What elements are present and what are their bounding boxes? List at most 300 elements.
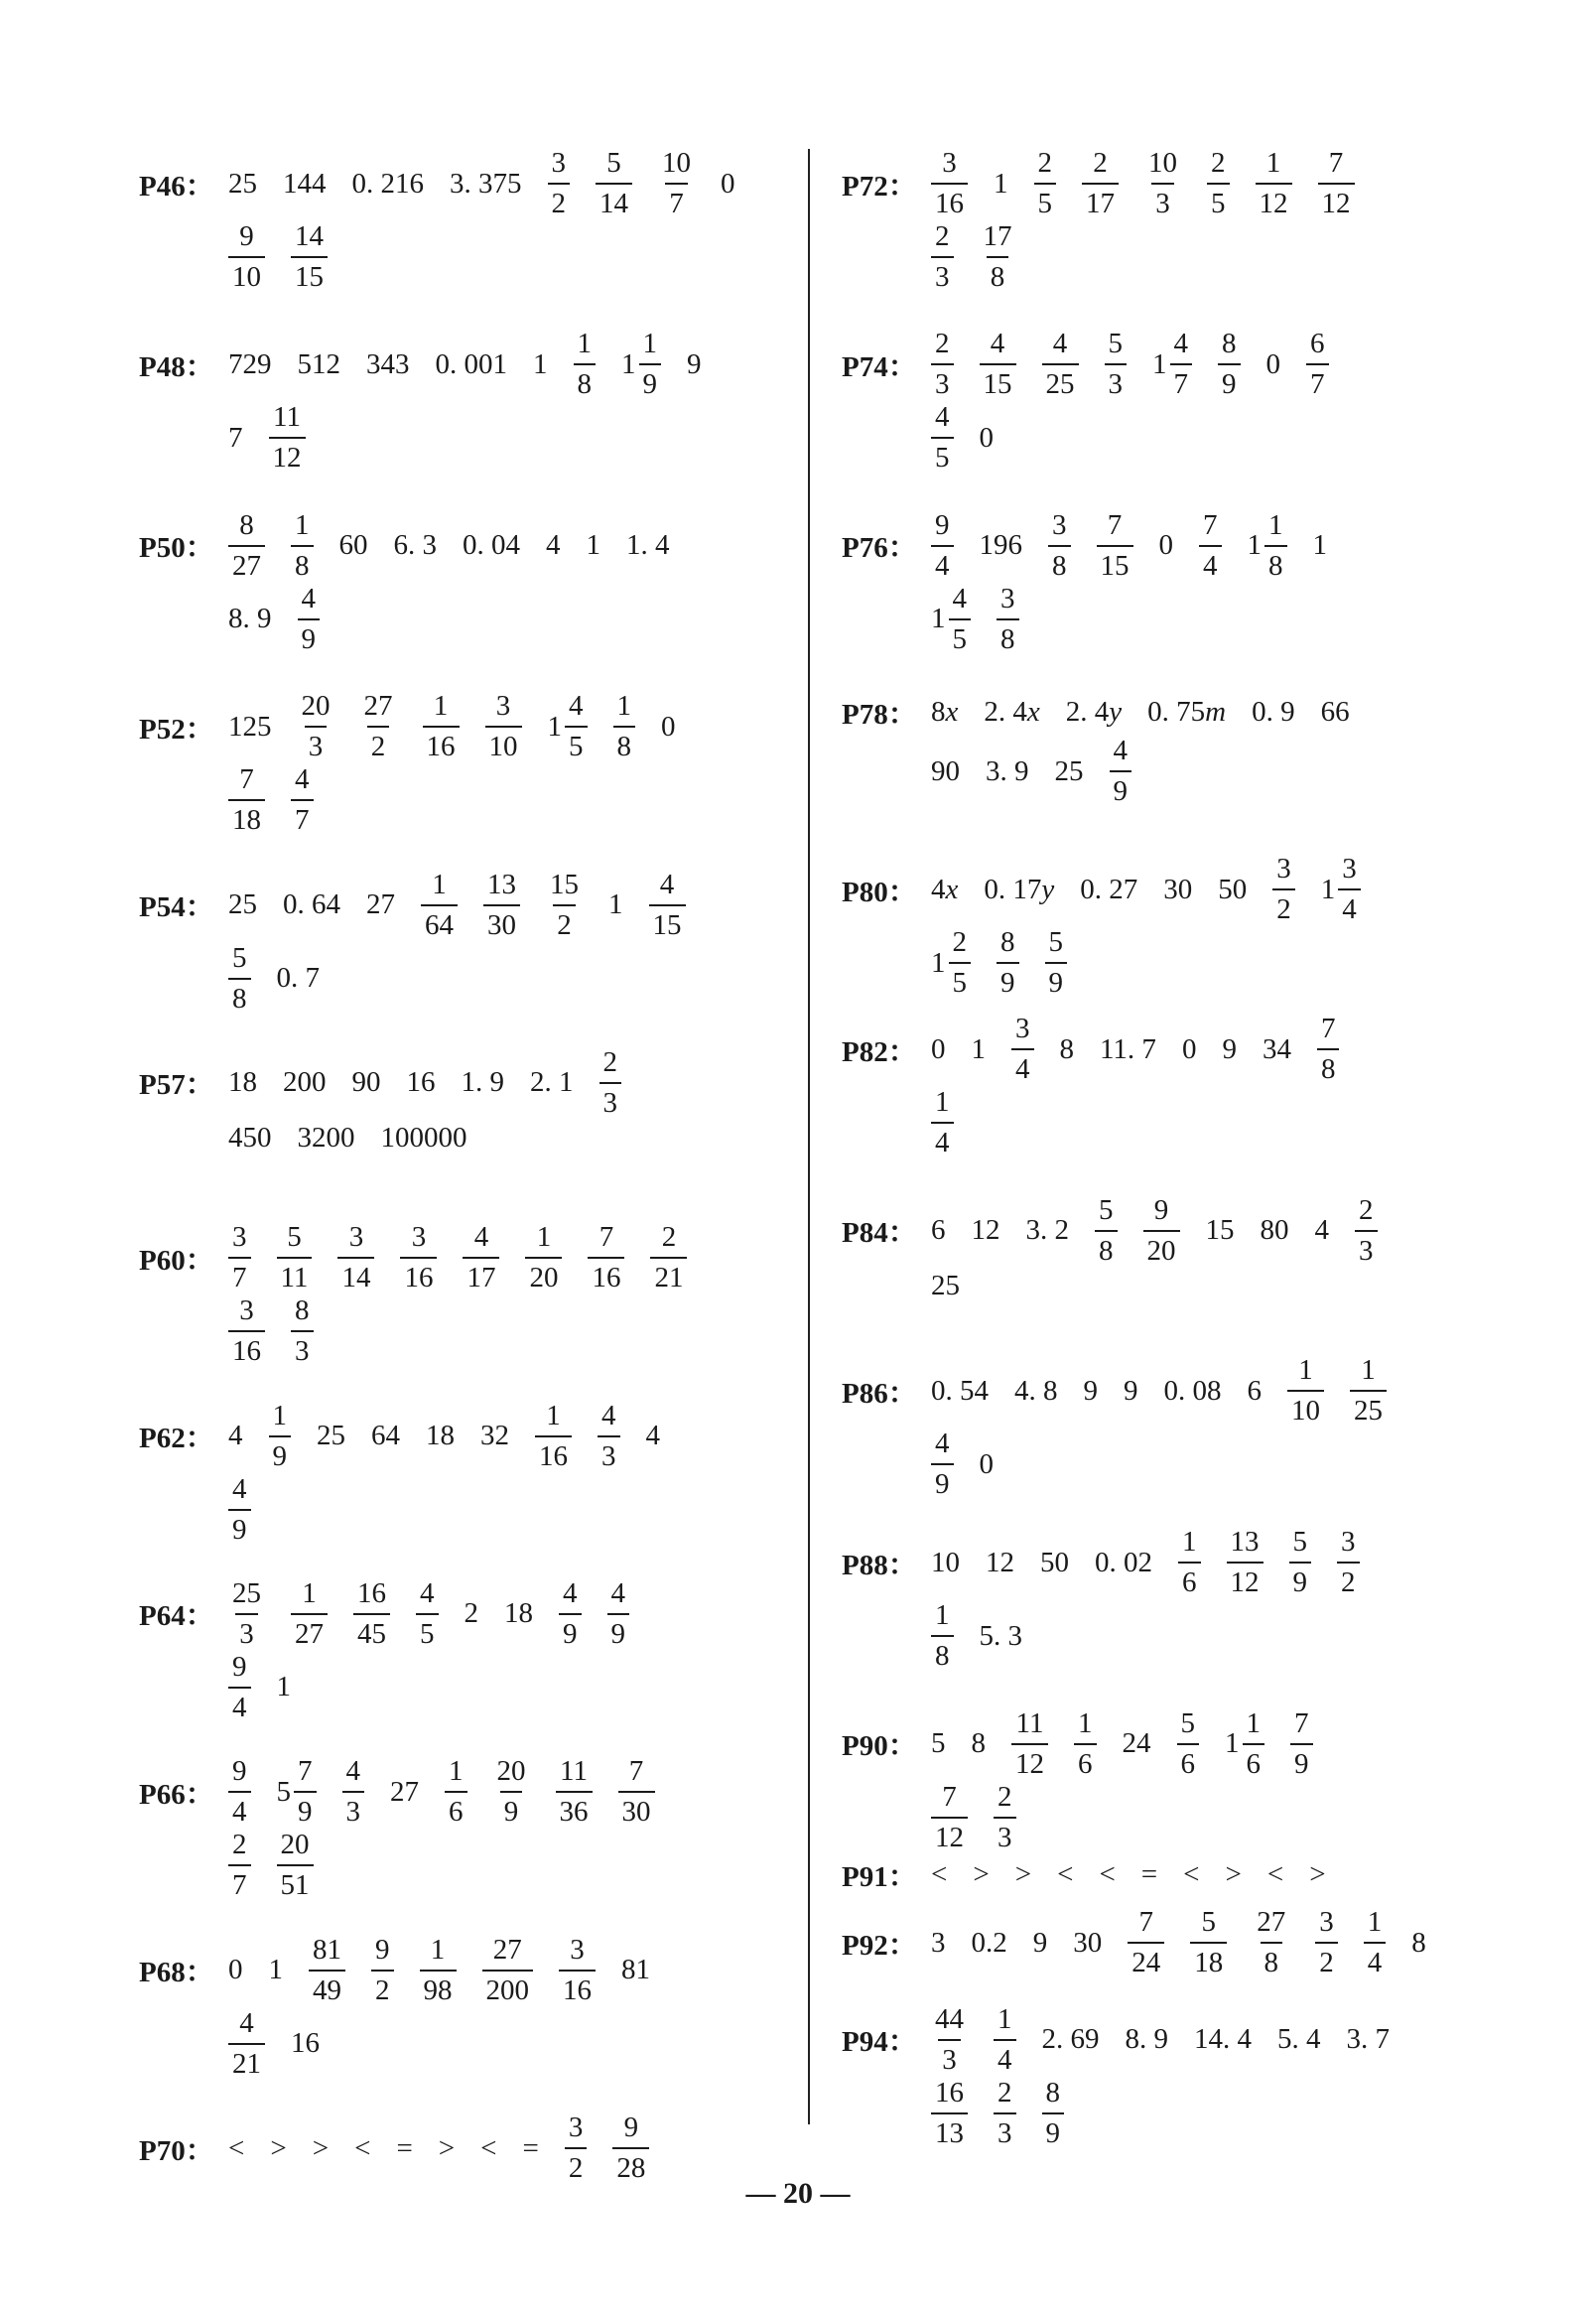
fraction	[980, 222, 1016, 292]
answer-items	[228, 1933, 676, 2006]
denominator: 6	[1243, 1743, 1265, 1779]
fraction	[228, 941, 251, 1015]
answer-item	[463, 1223, 499, 1293]
answer-item: 50	[1040, 1546, 1069, 1578]
denominator: 3	[599, 1082, 622, 1118]
answer-items	[931, 2076, 1090, 2149]
answer-item: 32	[480, 1420, 509, 1452]
fraction	[1143, 1193, 1180, 1267]
fraction	[931, 330, 954, 399]
numerator: 2	[935, 328, 950, 360]
answer-item: 729	[228, 347, 272, 380]
answer-item: 8 x	[931, 696, 959, 729]
numerator: 7	[1320, 1013, 1336, 1045]
fraction	[994, 2076, 1016, 2149]
answer-line	[139, 403, 728, 473]
answer-item	[1105, 330, 1128, 399]
denominator: 9	[294, 1791, 317, 1827]
fraction	[228, 1472, 251, 1546]
denominator: 12	[1256, 183, 1292, 218]
fraction	[658, 149, 695, 218]
answer-item	[483, 868, 520, 941]
answer-item: <	[354, 2131, 371, 2164]
numerator: 9	[935, 508, 950, 541]
answer-line	[139, 582, 696, 655]
numerator: 4	[935, 1428, 950, 1459]
denominator: 7	[1306, 363, 1329, 399]
answer-entry-p50	[139, 508, 696, 655]
denominator: 4	[1011, 1048, 1034, 1084]
numerator: 4	[935, 401, 950, 434]
answer-item	[277, 1223, 313, 1293]
fraction	[228, 508, 265, 582]
numerator: 13	[1230, 1526, 1260, 1559]
answer-items	[931, 928, 1093, 998]
numerator: 2	[998, 2076, 1012, 2109]
fraction	[294, 1757, 317, 1827]
denominator: 20	[525, 1257, 562, 1293]
answer-items	[228, 582, 345, 655]
answer-entry-p90	[842, 1706, 1339, 1853]
denominator: 9	[639, 363, 662, 399]
fraction	[949, 582, 972, 655]
problem-label: P92：	[842, 1929, 917, 1962]
numerator: 8	[1045, 2076, 1060, 2109]
answer-line	[842, 1088, 1365, 1157]
denominator: 8	[1048, 545, 1071, 581]
fraction	[1256, 149, 1292, 218]
answer-item	[228, 765, 265, 835]
denominator: 8	[987, 256, 1009, 292]
answer-items	[931, 855, 1387, 924]
fraction	[228, 222, 265, 292]
answer-item	[228, 1576, 265, 1650]
answer-items	[228, 2006, 345, 2080]
answer-items	[228, 1122, 493, 1155]
answer-item	[618, 1757, 655, 1827]
answer-items	[931, 1780, 1042, 1853]
answer-item: 3. 9	[986, 754, 1029, 787]
answer-line	[842, 1854, 1352, 1895]
answer-entry-p74	[842, 330, 1355, 473]
denominator: 2	[1337, 1562, 1360, 1597]
problem-label: P94：	[842, 2026, 917, 2059]
answer-line	[139, 2113, 675, 2183]
fraction	[1317, 1015, 1340, 1084]
fraction	[291, 1576, 328, 1650]
answer-entry-p57	[139, 1045, 647, 1155]
answer-items	[228, 508, 696, 582]
numerator: 4	[232, 1472, 247, 1505]
fraction	[416, 1576, 439, 1650]
fraction	[1034, 149, 1057, 218]
answer-items	[228, 2113, 675, 2183]
answer-item	[546, 868, 583, 941]
numerator: 4	[659, 868, 675, 900]
answer-item: 90	[931, 754, 960, 787]
answer-item: 7	[228, 421, 243, 454]
denominator: 3	[235, 1613, 258, 1649]
answer-entry-p78	[842, 692, 1376, 806]
fraction	[618, 1757, 655, 1827]
fraction	[997, 582, 1019, 655]
answer-item: 0. 64	[283, 888, 340, 921]
answer-item	[228, 1472, 251, 1546]
answer-items	[228, 149, 761, 218]
numerator: 1	[1182, 1526, 1197, 1559]
answer-item	[482, 1933, 534, 2006]
fraction	[599, 1045, 622, 1119]
answer-item	[1074, 1706, 1097, 1780]
problem-label: P76：	[842, 532, 917, 565]
fraction	[423, 692, 460, 761]
answer-line	[139, 330, 728, 399]
answer-item	[621, 330, 661, 399]
whole-part: 1	[931, 946, 946, 979]
numerator: 1	[546, 1399, 561, 1431]
answer-item	[277, 1831, 314, 1900]
answer-item	[228, 508, 265, 582]
denominator: 200	[482, 1970, 534, 2005]
denominator: 5	[416, 1613, 439, 1649]
answer-item: 25	[1054, 754, 1084, 787]
denominator: 3	[931, 363, 954, 399]
answer-item	[423, 692, 460, 761]
answer-line	[842, 1706, 1339, 1780]
numerator: 3	[239, 1294, 254, 1327]
numerator: 3	[1000, 582, 1015, 614]
fraction	[931, 1088, 954, 1157]
answer-item: 1	[1312, 529, 1327, 562]
fraction	[1011, 1015, 1034, 1084]
answer-item	[1045, 928, 1068, 998]
denominator: 7	[665, 183, 688, 218]
problem-label: P74：	[842, 350, 917, 383]
numerator: 4	[345, 1755, 360, 1788]
answer-items	[228, 765, 339, 835]
answer-item: 8. 9	[1125, 2023, 1168, 2056]
answer-line	[842, 1193, 1403, 1267]
fraction	[613, 692, 636, 761]
answer-item: 27	[366, 888, 395, 921]
answer-entry-p66	[139, 1757, 681, 1900]
denominator: 5	[1034, 183, 1057, 218]
numerator: 1	[432, 868, 447, 900]
answer-item	[1337, 1528, 1360, 1597]
answer-item: 0	[931, 1032, 946, 1065]
answer-items	[931, 1908, 1452, 1977]
denominator: 11	[277, 1257, 313, 1293]
problem-label: P46：	[139, 170, 214, 203]
answer-item	[559, 1933, 596, 2006]
answer-line	[842, 1908, 1452, 1977]
answer-item: 2	[464, 1597, 478, 1630]
numerator: 4	[990, 328, 1005, 360]
denominator: 2	[367, 726, 390, 761]
fraction	[1042, 330, 1079, 399]
answer-items	[931, 1356, 1412, 1426]
answer-item	[931, 403, 954, 473]
problem-label: P80：	[842, 876, 917, 908]
answer-item	[994, 1780, 1016, 1853]
answer-item: 60	[338, 529, 368, 562]
fraction	[931, 1601, 954, 1671]
fraction	[639, 330, 662, 399]
answer-line	[842, 1601, 1386, 1671]
answer-entry-p88	[842, 1528, 1386, 1671]
answer-item	[931, 928, 971, 998]
fraction	[931, 1429, 954, 1499]
denominator: 15	[980, 363, 1016, 399]
answer-item	[1306, 330, 1329, 399]
denominator: 64	[421, 904, 458, 940]
answer-item: 66	[1320, 696, 1350, 729]
numerator: 13	[487, 868, 516, 900]
answer-item: 2. 4 y	[1065, 696, 1123, 729]
answer-item: 0. 001	[435, 347, 507, 380]
denominator: 15	[291, 256, 328, 292]
answer-item: <	[1183, 1857, 1200, 1890]
answer-item	[493, 1757, 530, 1827]
answer-item: 0. 75 m	[1147, 696, 1227, 729]
answer-item	[291, 1296, 314, 1366]
denominator: 3	[1151, 183, 1174, 218]
fraction	[1227, 1528, 1264, 1597]
fraction	[371, 1933, 394, 2006]
answer-item	[291, 1576, 328, 1650]
problem-label: P84：	[842, 1217, 917, 1250]
fraction	[650, 1223, 687, 1293]
fraction	[1011, 1706, 1048, 1780]
fraction	[228, 1576, 265, 1650]
whole-part: 1	[547, 710, 562, 743]
answer-items	[228, 1296, 339, 1366]
fraction	[994, 2002, 1016, 2076]
answer-items	[931, 1088, 980, 1157]
answer-item: 1	[608, 888, 623, 921]
fraction	[1042, 2076, 1065, 2149]
fraction	[1337, 1528, 1360, 1597]
fraction	[1178, 1528, 1201, 1597]
fraction	[931, 508, 954, 582]
answer-item: 18	[228, 1066, 257, 1099]
answer-item	[228, 1296, 265, 1366]
denominator: 24	[1128, 1942, 1164, 1977]
answer-item	[1225, 1706, 1264, 1780]
answer-item: 34	[1262, 1032, 1291, 1065]
fraction	[420, 1933, 457, 2006]
denominator: 5	[565, 726, 588, 761]
answer-item	[997, 928, 1019, 998]
answer-item	[1011, 1706, 1048, 1780]
answer-item: 4	[1314, 1214, 1329, 1247]
numerator: 10	[662, 147, 691, 179]
answer-items	[931, 2002, 1415, 2076]
fraction	[607, 1576, 630, 1650]
answer-item	[371, 1933, 394, 2006]
denominator: 2	[371, 1970, 394, 2005]
answer-item	[485, 692, 522, 761]
fraction	[559, 1933, 596, 2006]
numerator: 5	[1201, 1906, 1216, 1939]
answer-items	[931, 696, 1376, 729]
denominator: 12	[1227, 1562, 1264, 1597]
numerator: 5	[1048, 926, 1063, 959]
denominator: 9	[1218, 363, 1241, 399]
denominator: 12	[1011, 1743, 1048, 1779]
problem-label: P68：	[139, 1957, 214, 1989]
numerator: 11	[560, 1755, 588, 1788]
answer-item	[980, 222, 1016, 292]
answer-line	[139, 1399, 686, 1472]
denominator: 3	[931, 256, 954, 292]
numerator: 4	[239, 2006, 254, 2039]
answer-item: >	[973, 1857, 990, 1890]
answer-entry-p70	[139, 2113, 675, 2183]
answer-item	[607, 1576, 630, 1650]
answer-item: <	[931, 1857, 948, 1890]
fraction	[228, 1757, 251, 1827]
answer-item: 6. 3	[393, 529, 437, 562]
answer-item	[277, 1757, 317, 1827]
answer-item	[1355, 1193, 1378, 1267]
numerator: 1	[1367, 1906, 1383, 1939]
fraction	[994, 1780, 1016, 1853]
denominator: 9	[500, 1791, 523, 1827]
problem-label: P60：	[139, 1244, 214, 1277]
answer-item: 2. 4 x	[984, 696, 1040, 729]
answer-item	[1218, 330, 1241, 399]
denominator: 17	[1082, 183, 1119, 218]
numerator: 1	[1268, 508, 1283, 541]
numerator: 2	[952, 926, 967, 959]
answer-item	[931, 1429, 954, 1499]
denominator: 14	[596, 183, 632, 218]
denominator: 3	[1105, 363, 1128, 399]
whole-part: 5	[276, 1775, 291, 1808]
answer-item	[228, 941, 251, 1015]
fraction	[1272, 855, 1295, 924]
answer-item: 4	[546, 529, 561, 562]
answer-item: 3. 2	[1025, 1214, 1069, 1247]
answer-entry-p68	[139, 1933, 676, 2080]
numerator: 5	[1292, 1526, 1307, 1559]
fraction	[612, 2113, 649, 2183]
answer-item	[931, 508, 954, 582]
denominator: 4	[228, 1791, 251, 1827]
answer-line	[842, 2002, 1415, 2076]
answer-item: 1	[268, 1954, 283, 1986]
variable: m	[1205, 696, 1227, 729]
denominator: 5	[949, 962, 972, 998]
denominator: 8	[1095, 1230, 1118, 1266]
numerator: 6	[1310, 328, 1325, 360]
denominator: 14	[337, 1257, 374, 1293]
denominator: 21	[650, 1257, 687, 1293]
answer-line	[842, 1015, 1365, 1084]
fraction	[1082, 149, 1119, 218]
answer-item	[1256, 149, 1292, 218]
answer-item: 0	[721, 167, 735, 200]
answer-item: 0	[979, 421, 994, 454]
answer-items	[931, 222, 1042, 292]
numerator: 2	[602, 1045, 617, 1078]
fraction	[291, 1296, 314, 1366]
numerator: 3	[568, 2111, 584, 2144]
denominator: 25	[1350, 1390, 1387, 1426]
problem-label: P54：	[139, 891, 214, 924]
answer-item: 8	[1411, 1926, 1426, 1959]
answer-item: 4. 8	[1014, 1374, 1058, 1407]
fraction	[931, 1780, 968, 1853]
fraction	[931, 403, 954, 473]
numerator: 4	[952, 582, 967, 614]
fraction	[445, 1757, 467, 1827]
answer-item	[1287, 1356, 1324, 1426]
denominator: 16	[588, 1257, 624, 1293]
fraction	[485, 692, 522, 761]
answer-items	[228, 1045, 647, 1119]
answer-line	[139, 1223, 713, 1293]
denominator: 17	[463, 1257, 499, 1293]
numerator: 1	[1361, 1354, 1376, 1386]
answer-entry-p72	[842, 149, 1381, 292]
denominator: 8	[291, 545, 314, 581]
answer-item: 0. 17 y	[984, 873, 1055, 905]
answer-line	[139, 1296, 713, 1366]
numerator: 1	[642, 328, 657, 360]
answer-item: 3. 7	[1346, 2023, 1390, 2056]
answer-item	[994, 2002, 1016, 2076]
answer-item: 0. 54	[931, 1374, 989, 1407]
problem-label: P78：	[842, 699, 917, 732]
answer-item	[931, 149, 968, 218]
answer-item: 1	[276, 1671, 291, 1703]
fraction	[1045, 928, 1068, 998]
answer-item: 0. 02	[1095, 1546, 1152, 1578]
numerator: 3	[411, 1221, 427, 1254]
fraction	[931, 222, 954, 292]
denominator: 5	[1207, 183, 1230, 218]
denominator: 9	[1289, 1562, 1312, 1597]
denominator: 7	[291, 799, 314, 835]
numerator: 2	[935, 220, 950, 252]
denominator: 2	[565, 2147, 588, 2183]
answer-item	[1350, 1356, 1387, 1426]
numerator: 7	[1328, 147, 1344, 179]
answer-line	[842, 1429, 1412, 1499]
numerator: 20	[301, 690, 331, 723]
whole-part: 1	[621, 347, 636, 380]
answer-item	[613, 692, 636, 761]
answer-items	[931, 403, 1019, 473]
answer-entry-p84	[842, 1193, 1403, 1302]
fraction	[598, 1399, 620, 1472]
numerator: 4	[420, 1576, 435, 1609]
answer-item	[1207, 149, 1230, 218]
answer-item: 343	[366, 347, 410, 380]
numerator: 16	[357, 1576, 386, 1609]
answer-item	[931, 1088, 954, 1157]
answer-item: 80	[1260, 1214, 1289, 1247]
answer-entry-p86	[842, 1356, 1412, 1499]
numerator: 4	[301, 582, 316, 614]
answer-line	[139, 1757, 681, 1827]
numerator: 7	[1294, 1706, 1309, 1739]
answer-item: 10	[931, 1546, 960, 1578]
whole-part: 1	[1152, 347, 1167, 380]
answer-item: 16	[291, 2027, 320, 2060]
